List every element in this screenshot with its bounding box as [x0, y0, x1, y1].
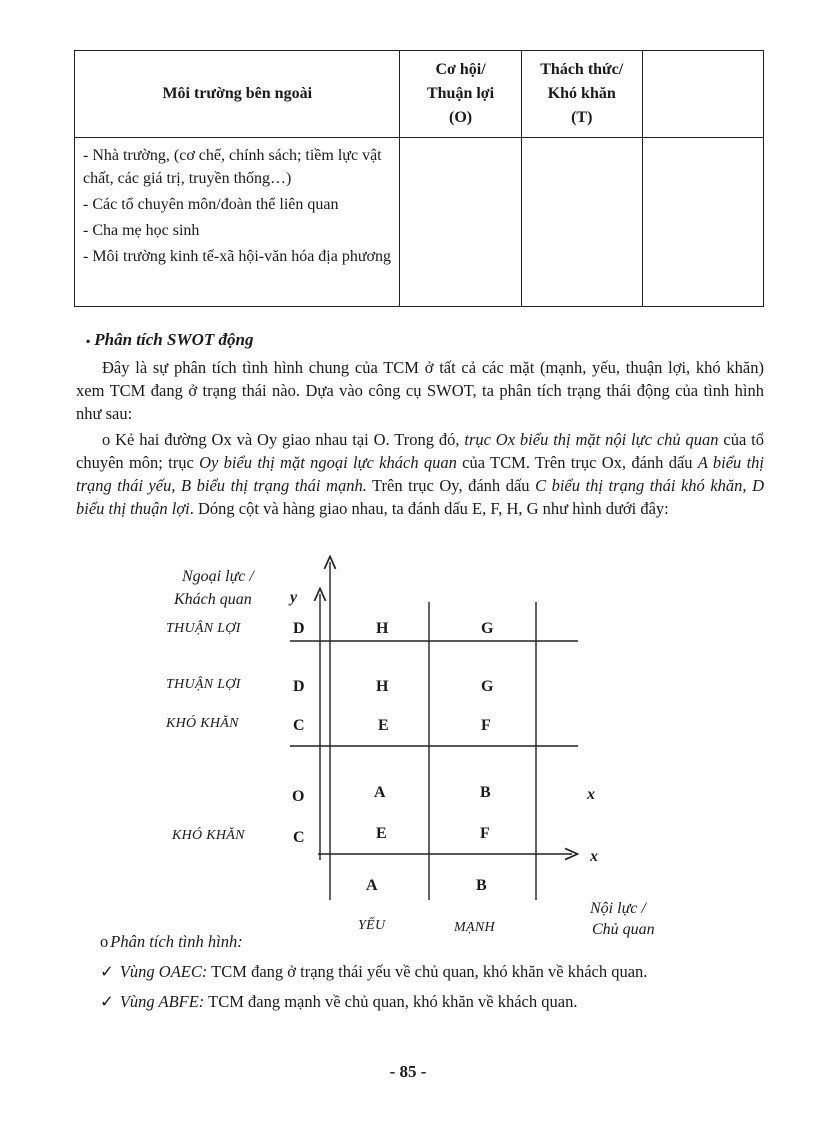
x-axis-title-2: Chủ quan: [592, 921, 655, 938]
header-external-environment: Môi trường bên ngoài: [75, 51, 400, 138]
letter-b: B: [480, 784, 491, 801]
row-label-thuan-loi-2: THUẬN LỢI: [166, 677, 241, 692]
analysis-item: [100, 992, 577, 1012]
analysis-zone: Vùng ABFE:: [119, 992, 205, 1011]
header-o-line2: Thuận lợi: [426, 85, 495, 102]
col-label-strong: MẠNH: [454, 920, 495, 935]
letter-h-top: H: [376, 620, 389, 637]
row-label-kho-khan-1: KHÓ KHĂN: [166, 716, 239, 731]
para-part-italic: Oy biểu thị mặt ngoại lực khách quan: [199, 453, 457, 472]
header-o-line1: Cơ hội/: [435, 61, 486, 78]
analysis-intro: [100, 932, 243, 952]
x-letter-upper: x: [587, 786, 595, 803]
table-item: - Các tổ chuyên môn/đoàn thể liên quan: [83, 196, 339, 213]
analysis-zone: Vùng OAEC:: [119, 962, 208, 981]
analysis-intro-text: Phân tích tình hình:: [110, 932, 243, 951]
square-bullet-icon: ▪: [86, 334, 91, 348]
x-letter-lower: x: [590, 848, 598, 865]
table-item: - Nhà trường, (cơ chế, chính sách; tiềm lực vật chất, các giá trị, truyền thống…): [83, 147, 382, 187]
para-part: của TCM. Trên trục Ox, đánh dấu: [456, 453, 698, 472]
para-part-italic: A biểu thị trạng thái yếu, B biểu thị trạng thái mạnh.: [76, 453, 765, 495]
table-row-items: [75, 138, 400, 307]
letter-b-bottom: B: [476, 877, 487, 894]
letter-c-lower: C: [293, 829, 305, 846]
header-threats: [521, 51, 642, 138]
y-axis-title-2: Khách quan: [174, 591, 252, 608]
letter-a-bottom: A: [366, 877, 378, 894]
cell-threats: [521, 138, 642, 307]
letter-f: F: [481, 717, 491, 734]
y-axis-title-1: Ngoại lực /: [182, 568, 254, 585]
analysis-text: TCM đang ở trạng thái yếu về chủ quan, khó khăn về khách quan.: [207, 962, 648, 981]
para-part: Kẻ hai đường Ox và Oy giao nhau tại O. Trong đó,: [115, 430, 465, 449]
header-o-line3: (O): [449, 109, 473, 126]
section-heading: [86, 330, 253, 350]
paragraph-intro: Đây là sự phân tích tình hình chung của TCM ở tất cả các mặt (mạnh, yếu, thuận lợi, khó khăn) xem TCM đang ở trạng thái nào. Dựa vào công cụ SWOT, ta phân tích trạng thái động của tình hình như sau:: [76, 358, 764, 423]
letter-g: G: [481, 678, 494, 695]
cell-opportunities: [400, 138, 521, 307]
letter-d: D: [293, 678, 305, 695]
table-row: [75, 138, 764, 307]
cell-empty: [642, 138, 763, 307]
row-label-kho-khan-2: KHÓ KHĂN: [172, 828, 245, 843]
para-part: của tổ chuyên môn; trục: [76, 430, 765, 472]
circle-marker: o: [100, 932, 109, 951]
para-part-italic: C biểu thị trạng thái khó khăn, D biểu thị thuận lợi: [76, 476, 764, 518]
analysis-text: TCM đang mạnh về chủ quan, khó khăn về khách quan.: [204, 992, 578, 1011]
header-opportunities: [400, 51, 521, 138]
letter-g-top: G: [481, 620, 494, 637]
paragraph-method: [76, 428, 764, 520]
external-environment-table: [74, 50, 764, 307]
header-t-line3: (T): [571, 109, 593, 126]
analysis-item: [100, 962, 647, 982]
letter-c: C: [293, 717, 305, 734]
header-empty: [642, 51, 763, 138]
circle-marker: o: [102, 430, 111, 449]
letter-e: E: [378, 717, 389, 734]
table-item: - Cha mẹ học sinh: [83, 222, 200, 239]
table-item: - Môi trường kinh tế-xã hội-văn hóa địa phương: [83, 248, 391, 265]
letter-e-lower: E: [376, 825, 387, 842]
letter-a: A: [374, 784, 386, 801]
letter-o: O: [292, 788, 305, 805]
checkmark-icon: ✓: [100, 962, 114, 981]
y-axis-letter: y: [290, 589, 298, 606]
para-part: . Dóng cột và hàng giao nhau, ta đánh dấu E, F, H, G như hình dưới đây:: [189, 499, 669, 518]
para-part-italic: trục Ox biểu thị mặt nội lực chủ quan: [464, 430, 719, 449]
letter-f-lower: F: [480, 825, 490, 842]
letter-d-top: D: [293, 620, 305, 637]
x-axis-title-1: Nội lực /: [590, 900, 646, 917]
header-t-line1: Thách thức/: [540, 61, 624, 78]
checkmark-icon: ✓: [100, 992, 114, 1011]
letter-h: H: [376, 678, 389, 695]
table-header-row: [75, 51, 764, 138]
section-title: Phân tích SWOT động: [94, 330, 254, 349]
page-number: - 85 -: [389, 1062, 427, 1081]
row-label-thuan-loi-1: THUẬN LỢI: [166, 621, 241, 636]
col-label-weak: YẾU: [358, 918, 386, 933]
header-t-line2: Khó khăn: [547, 85, 616, 102]
para-part: Trên trục Oy, đánh dấu: [366, 476, 536, 495]
